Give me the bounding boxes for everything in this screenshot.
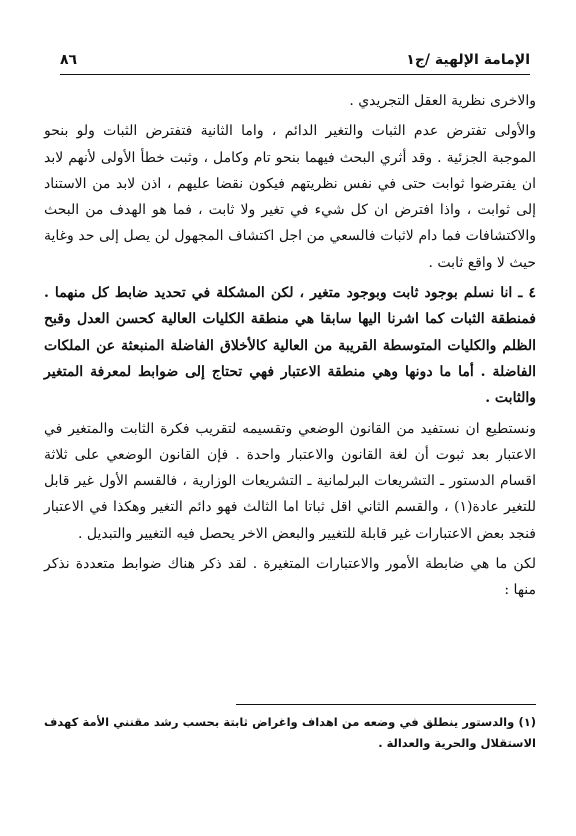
paragraph: لكن ما هي ضابطة الأمور والاعتبارات المتغيرة . لقد ذكر هناك ضوابط متعددة نذكر منها : xyxy=(44,556,536,599)
paragraph: والأولى تفترض عدم الثبات والتغير الدائم ، واما الثانية فتفترض الثبات ولو بنحو الموجبة الجزئية . وقد أثري البحث فيهما بنحو تام وكامل ، وثبت خطأ الأولى لأنهم لابد ان يفترضوا ثوابت حتى في نفس نظريتهم فيكون نقضا عليهم ، اذن لابد من الاستناد إلى ثوابت ، واذا افترض ان كل شيء في تغير ولا ثابت ، فما هو الهدف من البحث والاكتشافات فما دام لاثبات فالسعي من اجل اكتشاف المجهول لن يصل إلى حد وغاية حيث لا واقع ثابت . xyxy=(44,123,536,271)
footnote-divider xyxy=(236,704,536,705)
paragraph: والاخرى نظرية العقل التجريدي . xyxy=(349,93,536,109)
paragraph: ٤ ـ انا نسلم بوجود ثابت وبوجود متغير ، لكن المشكلة في تحديد ضابط كل منهما . فمنطقة الثبات كما اشرنا اليها سابقا هي منطقة الكليات العالية كحسن العدل وقبح الظلم والكليات المتوسطة القريبة من العالية كالأخلاق الفاضلة المنبعثة عن الملكات الفاضلة . أما ما دونها وهي منطقة الاعتبار فهي تحتاج إلى ضوابط لمعرفة المتغير والثابت . xyxy=(44,285,536,407)
footnote xyxy=(44,712,536,754)
book-title: الإمامة الإلهية /ج١ xyxy=(406,52,530,68)
page-header xyxy=(60,50,530,75)
page-number: ٨٦ xyxy=(60,52,78,68)
body-text xyxy=(44,88,536,604)
footnote-text: (١) والدستور ينطلق في وضعه من اهداف واغراض ثابتة بحسب رشد مقنني الأمة كهدف الاستقلال والحرية والعدالة . xyxy=(44,715,536,750)
paragraph: ونستطيع ان نستفيد من القانون الوضعي وتقسيمه لتقريب فكرة الثابت والمتغير في الاعتبار بعد ثبوت أن لغة القانون والاعتبار واحدة . فإن القانون الوضعي على ثلاثة اقسام الدستور ـ التشريعات البرلمانية ـ التشريعات الوزارية ، فالقسم الأول غير قابل للتغير عادة(١) ، والقسم الثاني اقل ثباتا اما الثالث فهو دائم التغير وهكذا في الاعتبار فنجد بعض الاعتبارات غير قابلة للتغيير والبعض الاخر يحصل فيه التغيير والتبديل . xyxy=(44,420,536,542)
